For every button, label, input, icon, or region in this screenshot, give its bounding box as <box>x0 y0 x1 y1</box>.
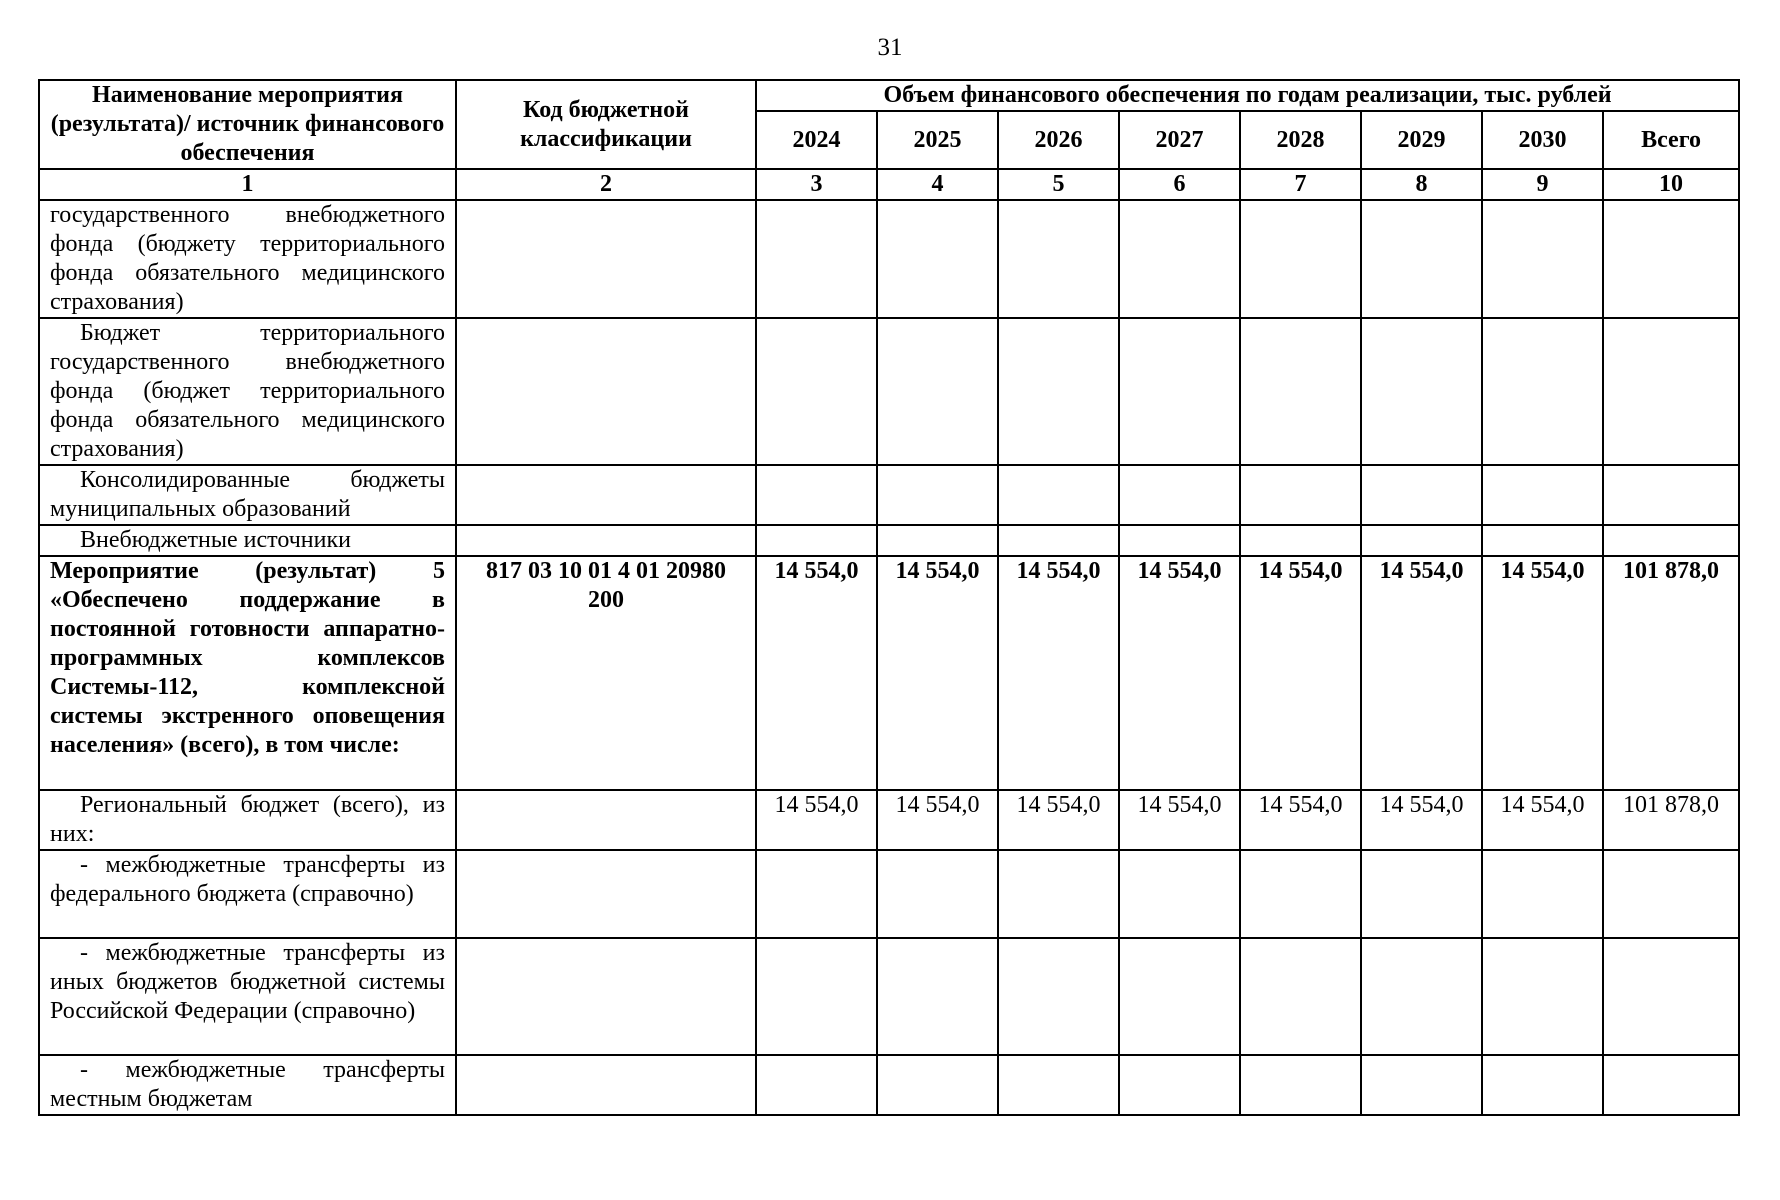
table-row <box>39 850 1739 938</box>
column-number: 9 <box>1482 169 1603 200</box>
row-value: 14 554,0 <box>877 790 998 850</box>
row-value <box>877 1055 998 1115</box>
row-value <box>1119 525 1240 556</box>
row-code <box>456 790 756 850</box>
row-value <box>877 850 998 938</box>
row-name: Внебюджетные источники <box>39 525 456 556</box>
row-value: 14 554,0 <box>1482 556 1603 790</box>
row-value <box>1119 318 1240 465</box>
table-row <box>39 525 1739 556</box>
row-value <box>1482 465 1603 525</box>
row-value: 14 554,0 <box>998 790 1119 850</box>
row-value: 14 554,0 <box>1361 556 1482 790</box>
row-value <box>756 1055 877 1115</box>
row-name: Консолидированные бюджеты муниципальных образований <box>39 465 456 525</box>
row-value <box>877 938 998 1055</box>
row-value <box>1482 850 1603 938</box>
row-name: - межбюджетные трансферты из иных бюджетов бюджетной системы Российской Федерации (справочно) <box>39 938 456 1055</box>
row-value: 101 878,0 <box>1603 790 1739 850</box>
row-value <box>756 525 877 556</box>
row-name: Бюджет территориального государственного внебюджетного фонда (бюджет территориального фонда обязательного медицинского страхования) <box>39 318 456 465</box>
header-year: 2029 <box>1361 111 1482 169</box>
row-value <box>756 850 877 938</box>
row-value <box>1603 938 1739 1055</box>
table-row <box>39 465 1739 525</box>
row-value <box>1603 525 1739 556</box>
table-row <box>39 1055 1739 1115</box>
column-number: 3 <box>756 169 877 200</box>
row-value: 101 878,0 <box>1603 556 1739 790</box>
row-value <box>756 465 877 525</box>
row-code <box>456 850 756 938</box>
row-value: 14 554,0 <box>1119 556 1240 790</box>
header-year: 2027 <box>1119 111 1240 169</box>
table-row <box>39 790 1739 850</box>
row-value <box>877 465 998 525</box>
row-value <box>756 938 877 1055</box>
column-number: 1 <box>39 169 456 200</box>
row-code <box>456 525 756 556</box>
row-value: 14 554,0 <box>1240 556 1361 790</box>
row-value <box>998 525 1119 556</box>
row-value <box>1361 938 1482 1055</box>
row-value <box>1603 200 1739 318</box>
column-number: 8 <box>1361 169 1482 200</box>
row-value <box>1482 200 1603 318</box>
row-name: - межбюджетные трансферты из федерального бюджета (справочно) <box>39 850 456 938</box>
row-value <box>1240 318 1361 465</box>
row-value: 14 554,0 <box>756 790 877 850</box>
row-value <box>998 318 1119 465</box>
header-year: 2026 <box>998 111 1119 169</box>
row-value: 14 554,0 <box>998 556 1119 790</box>
row-value: 14 554,0 <box>877 556 998 790</box>
column-number: 10 <box>1603 169 1739 200</box>
row-value <box>998 465 1119 525</box>
row-value <box>1240 200 1361 318</box>
row-value <box>998 1055 1119 1115</box>
row-value <box>877 318 998 465</box>
row-code: 817 03 10 01 4 01 20980 200 <box>456 556 756 790</box>
column-number: 4 <box>877 169 998 200</box>
row-code <box>456 938 756 1055</box>
row-value <box>1482 525 1603 556</box>
header-year: 2028 <box>1240 111 1361 169</box>
row-value <box>756 318 877 465</box>
header-year: 2030 <box>1482 111 1603 169</box>
row-value <box>1119 200 1240 318</box>
financing-table <box>38 79 1740 1116</box>
column-number: 7 <box>1240 169 1361 200</box>
row-value: 14 554,0 <box>1482 790 1603 850</box>
column-number: 5 <box>998 169 1119 200</box>
row-value: 14 554,0 <box>1119 790 1240 850</box>
row-value <box>1361 318 1482 465</box>
column-number: 6 <box>1119 169 1240 200</box>
row-value <box>1119 1055 1240 1115</box>
row-value <box>877 200 998 318</box>
row-value <box>1482 318 1603 465</box>
row-value <box>1361 850 1482 938</box>
row-value: 14 554,0 <box>1361 790 1482 850</box>
row-value <box>1482 938 1603 1055</box>
row-value <box>1119 938 1240 1055</box>
row-value <box>1240 850 1361 938</box>
row-value <box>1240 1055 1361 1115</box>
header-year: 2024 <box>756 111 877 169</box>
page-number: 31 <box>877 34 903 61</box>
row-code <box>456 465 756 525</box>
table-row <box>39 200 1739 318</box>
row-value <box>1603 1055 1739 1115</box>
header-name: Наименование мероприятия (результата)/ источник финансового обеспечения <box>39 80 456 169</box>
column-number: 2 <box>456 169 756 200</box>
row-value <box>998 938 1119 1055</box>
header-volume: Объем финансового обеспечения по годам реализации, тыс. рублей <box>756 80 1739 111</box>
row-value: 14 554,0 <box>1240 790 1361 850</box>
row-value <box>1603 465 1739 525</box>
row-value <box>1119 850 1240 938</box>
row-name: Мероприятие (результат) 5 «Обеспечено поддержание в постоянной готовности аппаратно-программных комплексов Системы-112, комплексной системы экстренного оповещения населения» (всего), в том числе: <box>39 556 456 790</box>
row-name: государственного внебюджетного фонда (бюджету территориального фонда обязательного медицинского страхования) <box>39 200 456 318</box>
row-value <box>1240 465 1361 525</box>
table-row <box>39 556 1739 790</box>
row-name: - межбюджетные трансферты местным бюджетам <box>39 1055 456 1115</box>
row-name: Региональный бюджет (всего), из них: <box>39 790 456 850</box>
row-code <box>456 318 756 465</box>
header-code: Код бюджетной классификации <box>456 80 756 169</box>
row-value <box>877 525 998 556</box>
column-numbers-row <box>39 169 1739 200</box>
row-value <box>1603 318 1739 465</box>
row-value <box>1361 200 1482 318</box>
row-value <box>998 850 1119 938</box>
row-value: 14 554,0 <box>756 556 877 790</box>
row-code <box>456 1055 756 1115</box>
header-total: Всего <box>1603 111 1739 169</box>
table-row <box>39 318 1739 465</box>
row-code <box>456 200 756 318</box>
row-value <box>756 200 877 318</box>
row-value <box>1603 850 1739 938</box>
row-value <box>1361 465 1482 525</box>
row-value <box>998 200 1119 318</box>
row-value <box>1119 465 1240 525</box>
row-value <box>1361 1055 1482 1115</box>
table-row <box>39 938 1739 1055</box>
row-value <box>1240 525 1361 556</box>
header-year: 2025 <box>877 111 998 169</box>
row-value <box>1240 938 1361 1055</box>
row-value <box>1482 1055 1603 1115</box>
row-value <box>1361 525 1482 556</box>
